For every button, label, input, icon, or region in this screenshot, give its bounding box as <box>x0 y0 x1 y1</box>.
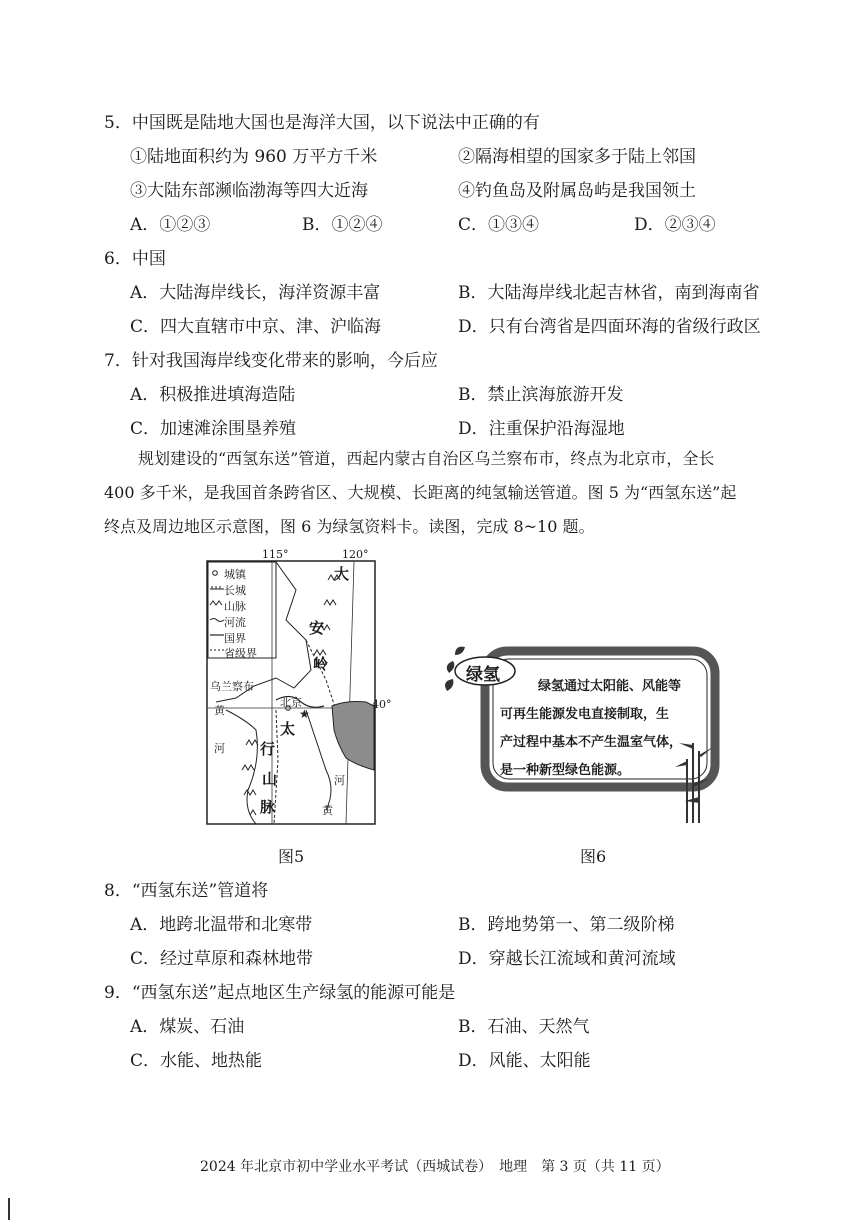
q6-option-a: A．大陆海岸线长，海洋资源丰富 <box>130 283 381 303</box>
label-tai: 太 <box>280 720 296 738</box>
label-he-2: 河 <box>334 774 345 787</box>
label-huang-2: 黄 <box>322 804 333 817</box>
card-line-2: 可再生能源发电直接制取，生 <box>500 707 670 722</box>
q5-option-d: D．②③④ <box>634 215 716 235</box>
scan-edge-mark <box>8 1198 10 1220</box>
label-shan: 山 <box>262 770 278 788</box>
question-7-stem: 7．针对我国海岸线变化带来的影响，今后应 <box>104 351 438 371</box>
q5-option-c: C．①③④ <box>458 215 540 235</box>
figure-6-caption: 图6 <box>580 847 607 866</box>
legend-mountain-label: 山脉 <box>224 600 246 613</box>
q8-option-a: A．地跨北温带和北寒带 <box>130 915 313 935</box>
label-wulanchabu: 乌兰察布 <box>210 680 254 693</box>
legend-border-label: 国界 <box>224 632 246 645</box>
figure-5-caption: 图5 <box>278 847 305 866</box>
question-9-stem: 9．“西氢东送”起点地区生产绿氢的能源可能是 <box>104 983 456 1003</box>
q7-option-d: D．注重保护沿海湿地 <box>458 419 625 439</box>
q7-option-a: A．积极推进填海造陆 <box>130 385 296 405</box>
q6-option-d: D．只有台湾省是四面环海的省级行政区 <box>458 317 761 337</box>
q9-option-d: D．风能、太阳能 <box>458 1051 591 1071</box>
q5-statement-3: ③大陆东部濒临渤海等四大近海 <box>130 181 368 201</box>
label-da: 大 <box>334 565 350 583</box>
legend-town-label: 城镇 <box>224 568 246 581</box>
label-he-1: 河 <box>214 742 225 755</box>
material-line-2: 400 多千米，是我国首条跨省区、大规模、长距离的纯氢输送管道。图 5 为“西氢东送”起 <box>104 483 737 502</box>
green-hydrogen-badge: 绿氢 <box>466 665 500 685</box>
label-an: 安 <box>309 619 325 637</box>
legend-wall-label: 长城 <box>224 584 246 597</box>
q9-option-c: C．水能、地热能 <box>130 1051 263 1071</box>
q5-statement-4: ④钓鱼岛及附属岛屿是我国领土 <box>458 181 696 201</box>
material-line-1: 规划建设的“西氢东送”管道，西起内蒙古自治区乌兰察布市，终点为北京市，全长 <box>138 449 715 468</box>
q8-option-d: D．穿越长江流域和黄河流域 <box>458 949 676 969</box>
question-6-stem: 6．中国 <box>104 249 166 269</box>
q6-option-b: B．大陆海岸线北起吉林省，南到海南省 <box>458 283 760 303</box>
card-line-1: 绿氢通过太阳能、风能等 <box>538 679 682 694</box>
latitude-40-label: 40° <box>372 698 392 711</box>
beijing-star: ★ <box>299 707 310 721</box>
card-line-3: 产过程中基本不产生温室气体， <box>500 735 683 750</box>
question-8-stem: 8．“西氢东送”管道将 <box>104 881 269 901</box>
q8-option-c: C．经过草原和森林地带 <box>130 949 314 969</box>
label-ling: 岭 <box>313 655 329 673</box>
longitude-115-label: 115° <box>262 548 289 561</box>
q7-option-c: C．加速滩涂围垦养殖 <box>130 419 297 439</box>
q5-option-a: A．①②③ <box>130 215 211 235</box>
q5-statement-2: ②隔海相望的国家多于陆上邻国 <box>458 147 696 167</box>
page-footer: 2024 年北京市初中学业水平考试（西城试卷） 地理 第 3 页（共 11 页） <box>200 1159 670 1175</box>
q7-option-b: B．禁止滨海旅游开发 <box>458 385 624 405</box>
green-hydrogen-text <box>500 673 718 785</box>
material-line-3: 终点及周边地区示意图，图 6 为绿氢资料卡。读图，完成 8~10 题。 <box>104 517 595 536</box>
label-beijing: 北京 <box>280 696 302 709</box>
label-xing: 行 <box>260 740 276 758</box>
label-huang-1: 黄 <box>214 704 225 717</box>
q9-option-a: A．煤炭、石油 <box>130 1017 245 1037</box>
legend-river-label: 河流 <box>224 616 246 629</box>
q8-option-b: B．跨地势第一、第二级阶梯 <box>458 915 675 935</box>
card-line-4: 是一种新型绿色能源。 <box>500 763 631 778</box>
q5-statement-1: ①陆地面积约为 960 万平方千米 <box>130 147 378 167</box>
question-5-stem: 5．中国既是陆地大国也是海洋大国，以下说法中正确的有 <box>104 113 540 133</box>
longitude-120-label: 120° <box>342 548 369 561</box>
q6-option-c: C．四大直辖市中京、津、沪临海 <box>130 317 382 337</box>
label-mai: 脉 <box>260 798 276 816</box>
q5-option-b: B．①②④ <box>302 215 383 235</box>
legend-province-label: 省级界 <box>224 647 257 660</box>
material-paragraph <box>104 442 792 544</box>
q9-option-b: B．石油、天然气 <box>458 1017 590 1037</box>
